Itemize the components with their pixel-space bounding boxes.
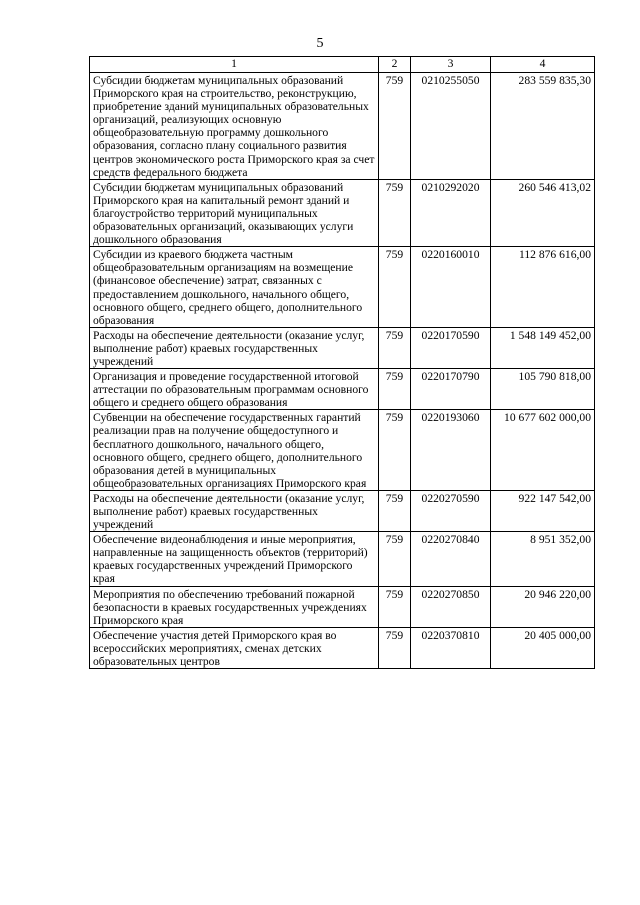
row-name: Расходы на обеспечение деятельности (оказание услуг, выполнение работ) краевых государственных учреждений bbox=[90, 490, 379, 531]
row-amount: 922 147 542,00 bbox=[491, 490, 595, 531]
table-row bbox=[90, 586, 595, 627]
row-ministry-code: 759 bbox=[379, 327, 411, 368]
row-target-code: 0210255050 bbox=[411, 73, 491, 180]
row-amount: 260 546 413,02 bbox=[491, 179, 595, 246]
row-name: Субсидии из краевого бюджета частным общеобразовательным организациям на возмещение (финансовое обеспечение) затрат, связанных с предоставлением дошкольного, начального общего, основного общего, среднего общего, дополнительного образования bbox=[90, 247, 379, 328]
header-row bbox=[90, 57, 595, 73]
table-row bbox=[90, 73, 595, 180]
row-name: Субсидии бюджетам муниципальных образований Приморского края на строительство, реконструкцию, приобретение зданий муниципальных образовательных организаций, реализующих основную общеобразовательную программу дошкольного образования, согласно плану социального развития центров экономического роста Приморского края за счет средств федерального бюджета bbox=[90, 73, 379, 180]
row-ministry-code: 759 bbox=[379, 532, 411, 586]
row-name: Обеспечение видеонаблюдения и иные мероприятия, направленные на защищенность объектов (территорий) краевых государственных учреждений Приморского края bbox=[90, 532, 379, 586]
row-amount: 105 790 818,00 bbox=[491, 369, 595, 410]
row-amount: 10 677 602 000,00 bbox=[491, 410, 595, 491]
table-row bbox=[90, 247, 595, 328]
row-amount: 20 405 000,00 bbox=[491, 627, 595, 668]
table-row bbox=[90, 369, 595, 410]
table-row bbox=[90, 327, 595, 368]
row-ministry-code: 759 bbox=[379, 586, 411, 627]
row-target-code: 0220193060 bbox=[411, 410, 491, 491]
table-row bbox=[90, 490, 595, 531]
row-amount: 20 946 220,00 bbox=[491, 586, 595, 627]
row-ministry-code: 759 bbox=[379, 73, 411, 180]
row-name: Субвенции на обеспечение государственных гарантий реализации прав на получение общедоступного и бесплатного дошкольного, начального общего, основного общего, среднего общего, дополнительного образования детей в муниципальных общеобразовательных организациях Приморского края bbox=[90, 410, 379, 491]
table-row bbox=[90, 410, 595, 491]
row-target-code: 0220170790 bbox=[411, 369, 491, 410]
row-target-code: 0220270840 bbox=[411, 532, 491, 586]
row-target-code: 0220270590 bbox=[411, 490, 491, 531]
header-cell-3: 3 bbox=[411, 57, 491, 73]
header-cell-2: 2 bbox=[379, 57, 411, 73]
row-ministry-code: 759 bbox=[379, 410, 411, 491]
header-cell-1: 1 bbox=[90, 57, 379, 73]
row-amount: 283 559 835,30 bbox=[491, 73, 595, 180]
header-cell-4: 4 bbox=[491, 57, 595, 73]
row-target-code: 0220160010 bbox=[411, 247, 491, 328]
row-target-code: 0220170590 bbox=[411, 327, 491, 368]
table-row bbox=[90, 179, 595, 246]
row-ministry-code: 759 bbox=[379, 490, 411, 531]
row-ministry-code: 759 bbox=[379, 369, 411, 410]
row-target-code: 0220270850 bbox=[411, 586, 491, 627]
row-amount: 8 951 352,00 bbox=[491, 532, 595, 586]
row-name: Обеспечение участия детей Приморского края во всероссийских мероприятиях, сменах детских образовательных центров bbox=[90, 627, 379, 668]
row-name: Субсидии бюджетам муниципальных образований Приморского края на капитальный ремонт зданий и благоустройство территорий муниципальных образовательных организаций, оказывающих услуги дошкольного образования bbox=[90, 179, 379, 246]
row-ministry-code: 759 bbox=[379, 627, 411, 668]
budget-table bbox=[89, 56, 595, 669]
row-ministry-code: 759 bbox=[379, 247, 411, 328]
row-amount: 1 548 149 452,00 bbox=[491, 327, 595, 368]
page-number: 5 bbox=[316, 36, 324, 51]
row-name: Организация и проведение государственной итоговой аттестации по образовательным программам основного общего и среднего общего образования bbox=[90, 369, 379, 410]
row-amount: 112 876 616,00 bbox=[491, 247, 595, 328]
row-name: Расходы на обеспечение деятельности (оказание услуг, выполнение работ) краевых государственных учреждений bbox=[90, 327, 379, 368]
row-ministry-code: 759 bbox=[379, 179, 411, 246]
row-name: Мероприятия по обеспечению требований пожарной безопасности в краевых государственных учреждениях Приморского края bbox=[90, 586, 379, 627]
row-target-code: 0220370810 bbox=[411, 627, 491, 668]
table-row bbox=[90, 532, 595, 586]
table-row bbox=[90, 627, 595, 668]
row-target-code: 0210292020 bbox=[411, 179, 491, 246]
